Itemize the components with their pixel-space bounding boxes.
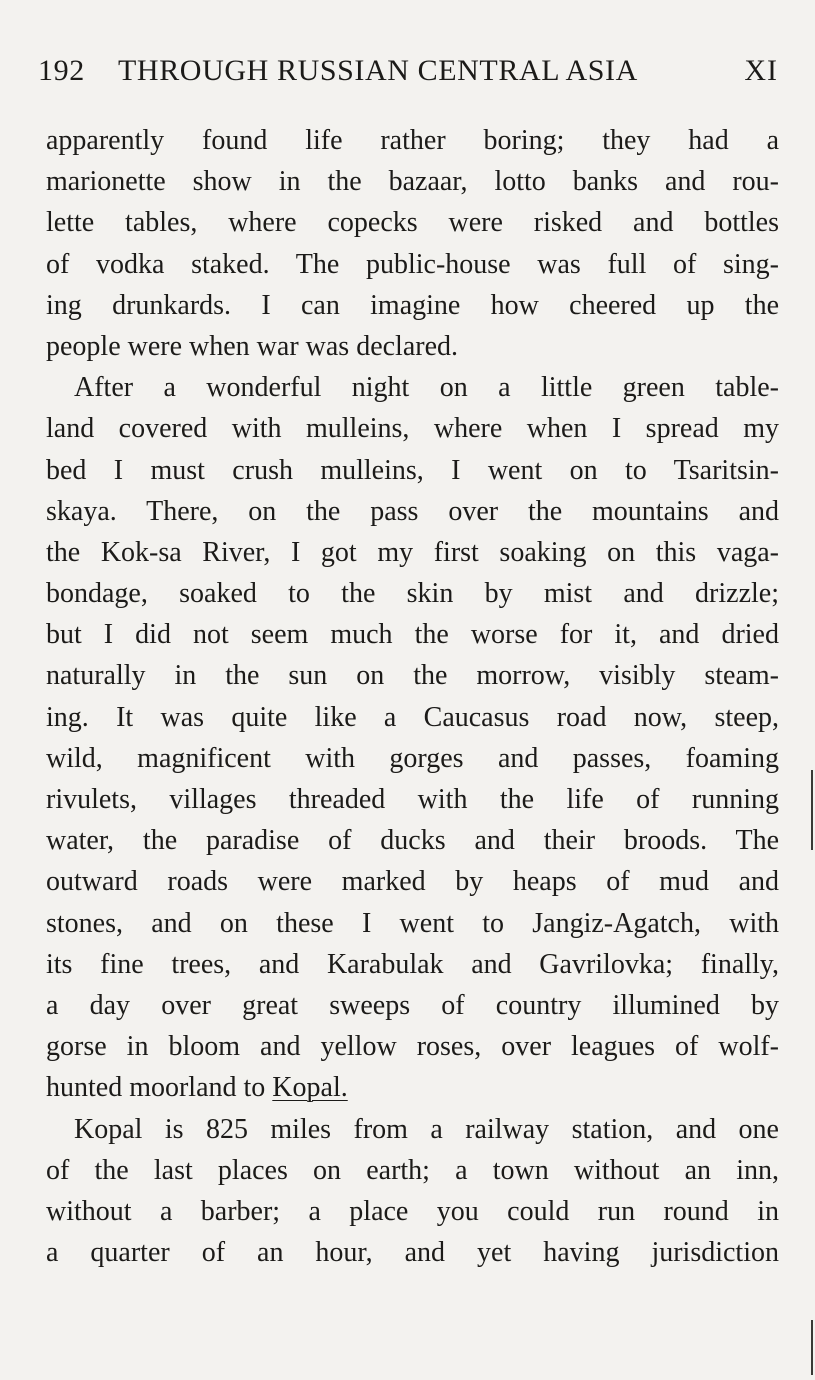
text-line: Kopal is 825 miles from a railway station, and one [74,1113,779,1145]
text-line: without a barber; a place you could run round in [46,1195,779,1227]
text-line: of vodka staked. The public-house was full of sing- [46,248,779,280]
scan-edge-mark [811,1320,813,1375]
text-line: lette tables, where copecks were risked and bottles [46,207,779,239]
text-line [46,1067,779,1108]
text-line: bondage, soaked to the skin by mist and drizzle; [46,578,779,610]
text-line: bed I must crush mulleins, I went on to Tsaritsin- [46,454,779,486]
text-line: people were when war was declared. [46,330,459,362]
text-fragment: hunted moorland to [46,1072,273,1104]
text-line: water, the paradise of ducks and their broods. The [46,825,779,857]
text-line: a quarter of an hour, and yet having jurisdiction [46,1237,779,1269]
text-line: outward roads were marked by heaps of mud and [46,866,779,898]
text-line: naturally in the sun on the morrow, visibly steam- [46,660,779,692]
body-text [46,120,779,1273]
text-line: of the last places on earth; a town without an inn, [46,1154,779,1186]
text-line: gorse in bloom and yellow roses, over leagues of wolf- [46,1031,779,1063]
text-line: apparently found life rather boring; they had a [46,125,779,156]
text-line: marionette show in the bazaar, lotto banks and rou- [46,166,779,198]
text-line: its fine trees, and Karabulak and Gavrilovka; finally, [46,948,779,980]
chapter-number: XI [744,54,778,87]
text-line: After a wonderful night on a little green table- [74,372,779,404]
text-line: rivulets, villages threaded with the life of running [46,784,779,815]
text-line: stones, and on these I went to Jangiz-Agatch, with [46,907,779,939]
text-line: a day over great sweeps of country illumined by [46,989,779,1021]
text-line: ing drunkards. I can imagine how cheered up the [46,289,779,321]
text-line: ing. It was quite like a Caucasus road now, steep, [46,701,779,733]
running-head [38,54,778,98]
page-number: 192 [38,54,85,87]
scan-edge-mark [811,770,813,850]
text-line: skaya. There, on the pass over the mountains and [46,495,779,527]
text-line: the Kok-sa River, I got my first soaking on this vaga- [46,536,779,568]
text-line: land covered with mulleins, where when I spread my [46,413,779,445]
book-title: THROUGH RUSSIAN CENTRAL ASIA [118,54,638,87]
text-line: wild, magnificent with gorges and passes, foaming [46,742,779,774]
text-line: but I did not seem much the worse for it, and dried [46,619,779,651]
underlined-place-name: Kopal. [272,1072,348,1104]
